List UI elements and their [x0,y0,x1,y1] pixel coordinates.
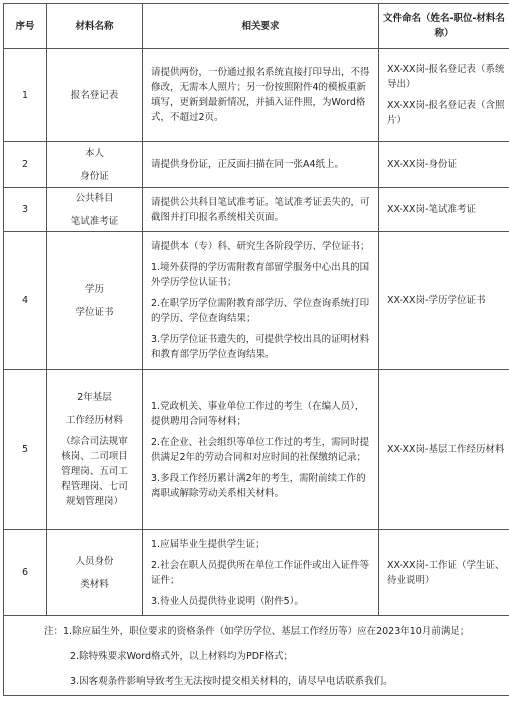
header-name: 材料名称 [47,4,143,49]
file-naming-cell [379,232,509,370]
requirement-paragraph: 2.在企业、社会组织等单位工作过的考生，需同时提供满足2年的劳动合同和对应时间的社保缴纳记录； [151,436,370,463]
requirement-paragraph: 1.境外获得的学历需附教育部留学服务中心出具的国外学历学位认证书； [151,262,370,288]
material-name [47,530,143,616]
materials-document [3,3,506,696]
file-naming-cell [379,49,509,142]
table-row [4,49,509,142]
requirement-paragraph: 3.多段工作经历累计满2年的考生，需附前续工作的离职或解除劳动关系相关材料。 [151,472,366,499]
file-name-entry: XX-XX岗-报名登记表（含照片） [387,100,505,126]
note-line: 注：1.除应届生外，职位要求的资格条件（如学历学位、基层工作经历等）应在2023年10月前满足； [44,626,470,637]
row-number: 4 [4,232,47,370]
note-line: 2.除特殊要求Word格式外，以上材料均为PDF格式； [70,651,293,662]
header-file-naming: 文件命名（姓名-职位-材料名称） [379,4,509,49]
requirements-cell [143,530,379,616]
materials-table [3,3,509,696]
material-name-line: 人员身份 [75,555,114,567]
material-name [47,188,143,232]
material-name-line: 本人 [84,147,104,159]
file-name-entry: XX-XX岗-工作证（学生证、待业说明） [387,559,505,586]
note-line: 3.因客观条件影响导致考生无法按时提交相关材料的，请尽早电话联系我们。 [70,676,393,687]
material-name-line: 学位证书 [75,306,114,318]
requirement-paragraph: 请提供公共科目笔试准考证。笔试准考证丢失的，可截图并打印报名系统相关页面。 [151,196,370,223]
requirement-paragraph: 3.待业人员提供待业说明（附件5）。 [151,595,304,607]
requirement-paragraph: 请提供两份，一份通过报名系统直接打印导出，不得修改，无需本人照片；另一份按照附件4的模板重新填写，更新到最新情况，并插入证件照，为Word格式，不超过2页。 [151,67,370,123]
material-name-line: 学历 [84,283,104,295]
requirement-paragraph: 请提供本（专）科、研究生各阶段学历、学位证书； [151,241,370,252]
file-naming-cell [379,370,509,530]
requirements-cell [143,188,379,232]
table-row [4,530,509,616]
file-name-entry: XX-XX岗-笔试准考证 [387,204,476,215]
row-number: 1 [4,49,47,142]
requirement-paragraph: 1.应届毕业生提供学生证； [151,538,265,550]
material-name-line: 类材料 [80,578,109,590]
file-name-entry: XX-XX岗-身份证 [387,159,457,170]
row-number: 3 [4,188,47,232]
file-name-entry: XX-XX岗-报名登记表（系统导出） [387,64,505,90]
row-number: 6 [4,530,47,616]
material-name-line: （综合司法规审核岗、二司项目管理岗、五司工程管理岗、七司规划管理岗） [61,436,128,507]
requirement-paragraph: 2.社会在职人员提供所在单位工作证件或出入证件等证件； [151,559,370,586]
requirements-cell [143,232,379,370]
material-name [47,370,143,530]
table-row [4,142,509,188]
material-name [47,49,143,142]
requirement-paragraph: 2.在职学历学位需附教育部学历、学位查询系统打印的学历、学位查询结果； [151,298,370,324]
requirement-paragraph: 3.学历学位证书遗失的，可提供学校出具的证明材料和教育部学历学位查询结果。 [151,334,370,360]
requirements-cell [143,142,379,188]
requirements-cell [143,370,379,530]
file-name-entry: XX-XX岗-基层工作经历材料 [387,444,505,455]
material-name [47,232,143,370]
file-naming-cell [379,530,509,616]
requirement-paragraph: 1.党政机关、事业单位工作过的考生（在编人员），提供聘用合同等材料； [151,400,365,427]
material-name-line: 2年基层 [77,392,112,403]
file-name-entry: XX-XX岗-学历学位证书 [387,295,486,306]
material-name-line: 公共科目 [75,192,114,204]
requirements-cell [143,49,379,142]
material-name-line: 报名登记表 [70,89,119,101]
row-number: 2 [4,142,47,188]
material-name-line: 身份证 [80,170,109,182]
table-row [4,370,509,530]
material-name-line: 工作经历材料 [65,415,123,426]
material-name-line: 笔试准考证 [70,215,119,227]
material-name [47,142,143,188]
file-naming-cell [379,142,509,188]
row-number: 5 [4,370,47,530]
table-body [4,49,509,616]
requirement-paragraph: 请提供身份证，正反面扫描在同一张A4纸上。 [151,159,345,170]
table-header-row [4,4,509,49]
header-requirements: 相关要求 [143,4,379,49]
file-naming-cell [379,188,509,232]
table-row [4,188,509,232]
table-row [4,232,509,370]
notes-cell [4,616,509,696]
header-no: 序号 [4,4,47,49]
notes-row [4,616,509,696]
